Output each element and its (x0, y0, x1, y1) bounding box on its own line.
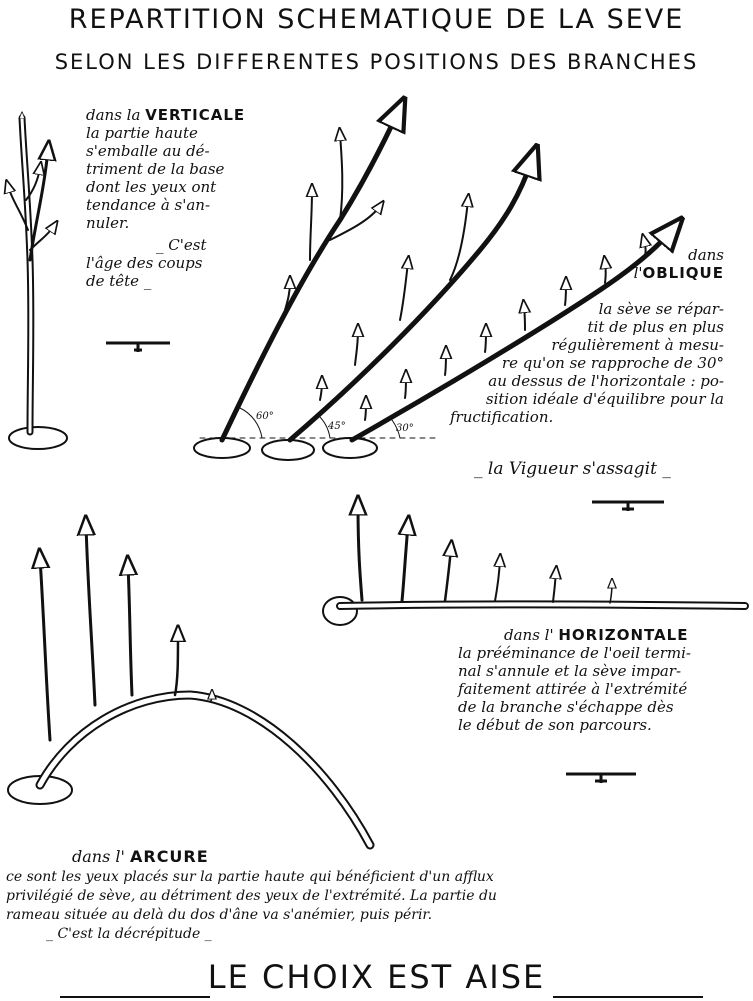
horizontale-line-0: la prééminance de l'oeil termi- (458, 644, 691, 662)
oblique-line-2: régulièrement à mesu- (551, 336, 724, 354)
arcure-keyword: ARCURE (129, 847, 209, 866)
angle-60: 60° (256, 411, 274, 422)
oblique-line-0: la sève se répar- (598, 300, 724, 318)
oblique-line-6: fructification. (450, 408, 554, 426)
verticale-line-5: nuler. (86, 214, 130, 232)
oblique-line-4: au dessus de l'horizontale : po- (488, 372, 724, 390)
verticale-keyword: VERTICALE (145, 106, 246, 124)
arcure-line-2: rameau située au delà du dos d'âne va s'anémier, puis périr. (6, 907, 433, 923)
verticale-line-2: triment de la base (86, 160, 225, 178)
horizontale-line-2: faitement attirée à l'extrémité (458, 680, 688, 698)
arcure-lead: dans l' (72, 847, 130, 866)
verticale-line-0: la partie haute (86, 124, 198, 142)
verticale-line-3: dont les yeux ont (86, 178, 217, 196)
angle-30: 30° (396, 423, 414, 434)
arcure-heading (72, 848, 209, 866)
page-title: REPARTITION SCHEMATIQUE DE LA SEVE (68, 4, 685, 35)
verticale-lead: dans la (86, 106, 146, 124)
oblique-keyword-prefix: l' (633, 264, 643, 282)
oblique-line-1: tit de plus en plus (587, 318, 724, 336)
oblique-line-5: sition idéale d'équilibre pour la (485, 390, 724, 408)
horizontale-lead: dans l' (504, 626, 559, 644)
arcure-line-0: ce sont les yeux placés sur la partie haute qui bénéficient d'un afflux (6, 869, 494, 885)
oblique-vigueur: _ la Vigueur s'assagit _ (474, 459, 671, 479)
page-subtitle: SELON LES DIFFERENTES POSITIONS DES BRANCHES (54, 50, 699, 74)
horizontale-line-1: nal s'annule et la sève impar- (458, 662, 682, 680)
verticale-line-1: s'emballe au dé- (86, 142, 210, 160)
horizontale-line-3: de la branche s'échappe dès (458, 698, 674, 716)
arcure-conclusion: _ C'est la décrépitude _ (46, 926, 212, 942)
angle-45: 45° (328, 421, 346, 432)
verticale-extra-1: l'âge des coups (86, 254, 203, 272)
verticale-extra-0: _ C'est (156, 236, 207, 254)
horizontale-line-4: le début de son parcours. (458, 716, 652, 734)
verticale-line-4: tendance à s'an- (86, 196, 211, 214)
oblique-lead: dans (688, 246, 724, 264)
arcure-line-1: privilégié de sève, au détriment des yeux de l'extrémité. La partie du (6, 888, 497, 904)
footer-rule-left (60, 996, 210, 998)
horizontale-keyword: HORIZONTALE (558, 626, 689, 644)
footer-rule-right (553, 996, 703, 998)
verticale-extra-2: de tête _ (86, 272, 152, 290)
oblique-line-3: re qu'on se rapproche de 30° (501, 354, 724, 372)
footer-title: LE CHOIX EST AISE (207, 958, 546, 996)
oblique-keyword: OBLIQUE (642, 264, 724, 282)
arcure-text (6, 868, 750, 944)
